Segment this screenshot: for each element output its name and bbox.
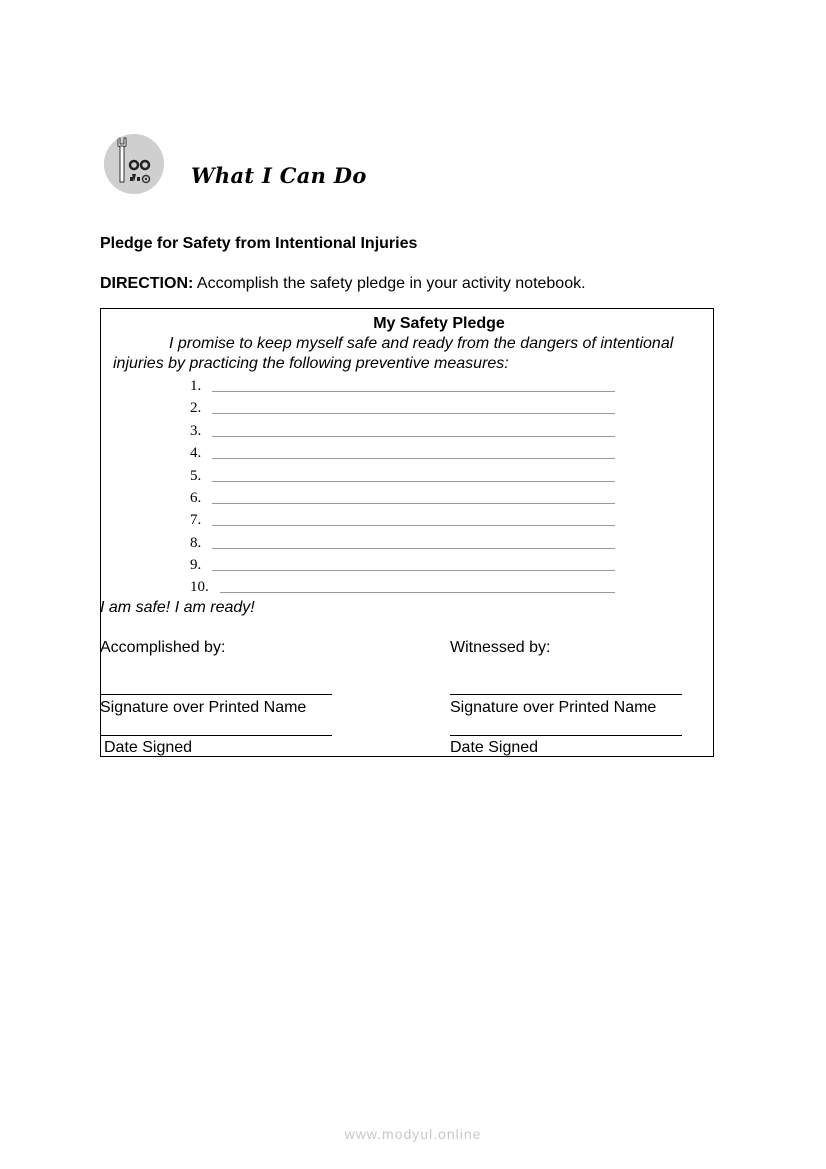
pledge-item[interactable] — [190, 420, 615, 440]
accomplished-signature-line[interactable] — [100, 694, 332, 695]
section-title: What I Can Do — [191, 163, 367, 188]
blank-line[interactable] — [212, 436, 615, 437]
footer-watermark: www.modyul.online — [344, 1126, 482, 1142]
blank-line[interactable] — [220, 592, 615, 593]
pledge-item[interactable] — [190, 375, 615, 395]
pledge-item[interactable] — [190, 465, 615, 485]
item-number: 1. — [190, 378, 202, 394]
direction-text — [100, 275, 586, 293]
blank-line[interactable] — [212, 525, 615, 526]
item-number: 5. — [190, 468, 202, 484]
pledge-title: My Safety Pledge — [373, 315, 505, 332]
witnessed-signature-line[interactable] — [450, 694, 682, 695]
witnessed-date-label: Date Signed — [450, 739, 539, 756]
item-number: 10. — [190, 579, 209, 595]
pledge-item[interactable] — [190, 442, 615, 462]
pledge-heading: Pledge for Safety from Intentional Injuries — [100, 235, 418, 252]
item-number: 3. — [190, 423, 202, 439]
blank-line[interactable] — [212, 570, 615, 571]
pledge-intro-line-2: injuries by practicing the following preventive measures: — [113, 355, 509, 372]
witnessed-date-line[interactable] — [450, 735, 682, 736]
pledge-item[interactable] — [190, 554, 615, 574]
blank-line[interactable] — [212, 413, 615, 414]
blank-line[interactable] — [212, 391, 615, 392]
accomplished-date-label: Date Signed — [104, 739, 193, 756]
item-number: 9. — [190, 557, 202, 573]
pledge-item[interactable] — [190, 532, 615, 552]
item-number: 8. — [190, 535, 202, 551]
accomplished-date-line[interactable] — [100, 735, 332, 736]
item-number: 6. — [190, 490, 202, 506]
blank-line[interactable] — [212, 548, 615, 549]
accomplished-signature-label: Signature over Printed Name — [100, 699, 307, 716]
pledge-intro-line-1: I promise to keep myself safe and ready from the dangers of intentional — [169, 335, 674, 352]
pledge-item[interactable] — [190, 509, 615, 529]
item-number: 4. — [190, 445, 202, 461]
blank-line[interactable] — [212, 503, 615, 504]
pledge-closing: I am safe! I am ready! — [100, 599, 255, 616]
direction-body: Accomplish the safety pledge in your activity notebook. — [193, 275, 586, 292]
accomplished-by-label: Accomplished by: — [100, 639, 226, 656]
item-number: 2. — [190, 400, 202, 416]
pledge-item[interactable] — [190, 487, 615, 507]
blank-line[interactable] — [212, 481, 615, 482]
witnessed-by-label: Witnessed by: — [450, 639, 551, 656]
item-number: 7. — [190, 512, 202, 528]
pledge-item[interactable] — [190, 397, 615, 417]
blank-line[interactable] — [212, 458, 615, 459]
tools-icon — [104, 134, 164, 194]
direction-label: DIRECTION: — [100, 275, 194, 292]
witnessed-signature-label: Signature over Printed Name — [450, 699, 657, 716]
pledge-item[interactable] — [190, 576, 615, 596]
